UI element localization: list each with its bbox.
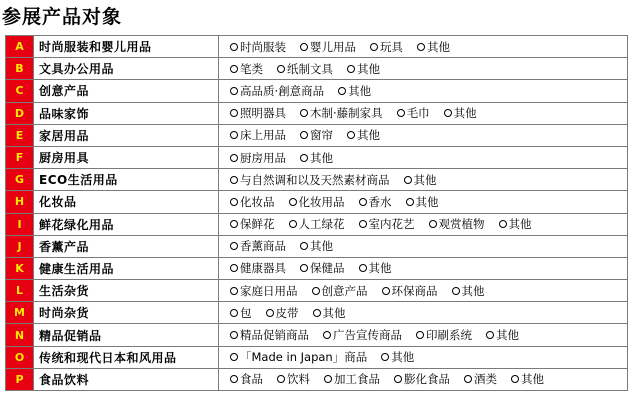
option-item [394, 371, 450, 387]
circle-icon [397, 109, 405, 117]
option-item [230, 305, 252, 321]
circle-icon [300, 242, 308, 250]
option-item [486, 327, 519, 343]
option-item [230, 283, 298, 299]
circle-icon [444, 109, 452, 117]
option-label: 其他 [348, 83, 372, 98]
option-label: 化妆用品 [298, 194, 345, 209]
option-item [417, 39, 450, 55]
option-label: 印刷系统 [426, 328, 472, 343]
table-row [5, 191, 628, 213]
page-title: 参展产品对象 [2, 6, 123, 28]
option-label: 加工食品 [334, 372, 380, 387]
row-letter: F [5, 147, 34, 168]
circle-icon [277, 375, 285, 383]
option-item [230, 105, 286, 121]
option-label: 酒类 [474, 372, 497, 387]
row-options [219, 324, 628, 345]
circle-icon [359, 220, 367, 228]
table-row [5, 80, 628, 102]
row-category: 品味家饰 [34, 103, 219, 124]
option-label: 其他 [427, 39, 450, 54]
circle-icon [300, 264, 308, 272]
option-item [323, 327, 402, 343]
category-table [5, 35, 628, 391]
option-label: 观赏植物 [438, 217, 485, 232]
row-options [219, 214, 628, 235]
option-label: 时尚服装 [240, 39, 286, 54]
row-options [219, 258, 628, 279]
option-item [404, 172, 437, 188]
row-category: 家居用品 [34, 125, 219, 146]
circle-icon [230, 353, 238, 361]
circle-icon [230, 287, 238, 295]
option-label: 精品促销商品 [240, 328, 309, 343]
circle-icon [347, 65, 355, 73]
circle-icon [313, 309, 321, 317]
table-row [5, 324, 628, 346]
option-label: 化妆品 [240, 194, 275, 209]
circle-icon [417, 43, 425, 51]
circle-icon [404, 176, 412, 184]
option-item [382, 283, 438, 299]
row-options [219, 36, 628, 57]
option-item [406, 194, 439, 210]
circle-icon [394, 375, 402, 383]
option-label: 玩具 [380, 39, 403, 54]
option-label: 食品 [240, 372, 263, 387]
row-letter: J [5, 236, 34, 257]
option-label: 厨房用品 [240, 150, 286, 165]
circle-icon [511, 375, 519, 383]
option-item [230, 349, 367, 365]
table-row [5, 302, 628, 324]
table-row [5, 125, 628, 147]
option-label: 香水 [368, 194, 392, 209]
option-label: 床上用品 [240, 128, 286, 143]
circle-icon [324, 375, 332, 383]
option-item [300, 105, 383, 121]
option-item [397, 105, 430, 121]
option-item [230, 172, 390, 188]
circle-icon [230, 242, 238, 250]
option-item [338, 83, 371, 99]
option-label: 环保商品 [391, 283, 438, 298]
circle-icon [429, 220, 437, 228]
circle-icon [230, 264, 238, 272]
row-letter: P [5, 369, 34, 390]
circle-icon [300, 131, 308, 139]
circle-icon [381, 353, 389, 361]
table-row [5, 214, 628, 236]
option-label: 健康器具 [240, 261, 286, 276]
row-options [219, 103, 628, 124]
option-item [464, 371, 497, 387]
option-label: 其他 [496, 328, 519, 343]
row-category: 精品促销品 [34, 324, 219, 345]
option-label: 广告宣传商品 [333, 328, 402, 343]
circle-icon [230, 176, 238, 184]
option-item [300, 150, 333, 166]
circle-icon [230, 43, 238, 51]
option-label: 香薰商品 [240, 239, 286, 254]
option-item [359, 194, 392, 210]
circle-icon [300, 154, 308, 162]
option-item [230, 238, 286, 254]
row-letter: A [5, 36, 34, 57]
option-item [277, 61, 333, 77]
option-item [266, 305, 299, 321]
circle-icon [370, 43, 378, 51]
circle-icon [338, 87, 346, 95]
option-label: 其他 [415, 194, 439, 209]
option-label: 其他 [391, 350, 415, 365]
option-label: 饮料 [287, 372, 310, 387]
table-row [5, 58, 628, 80]
option-item [324, 371, 380, 387]
row-category: 厨房用具 [34, 147, 219, 168]
table-row [5, 36, 628, 58]
row-options [219, 58, 628, 79]
option-item [300, 127, 333, 143]
option-item [289, 216, 345, 232]
row-category: 化妆品 [34, 191, 219, 212]
row-letter: O [5, 347, 34, 368]
option-item [230, 83, 324, 99]
row-options [219, 80, 628, 101]
option-item [230, 39, 286, 55]
option-label: 毛巾 [406, 106, 430, 121]
option-label: 窗帘 [310, 128, 333, 143]
row-letter: D [5, 103, 34, 124]
option-label: 其他 [453, 106, 477, 121]
row-letter: G [5, 169, 34, 190]
circle-icon [230, 375, 238, 383]
table-row [5, 169, 628, 191]
option-label: 保健品 [310, 261, 345, 276]
row-options [219, 236, 628, 257]
circle-icon [416, 331, 424, 339]
option-item [277, 371, 310, 387]
table-row [5, 236, 628, 258]
option-label: 「Made in Japan」商品 [240, 350, 368, 365]
option-label: 人工绿花 [298, 217, 345, 232]
circle-icon [359, 264, 367, 272]
circle-icon [230, 109, 238, 117]
option-item [230, 216, 275, 232]
row-options [219, 280, 628, 301]
table-row [5, 347, 628, 369]
row-letter: L [5, 280, 34, 301]
circle-icon [277, 65, 285, 73]
row-letter: N [5, 324, 34, 345]
circle-icon [230, 220, 238, 228]
row-options [219, 125, 628, 146]
row-category: 时尚服装和婴儿用品 [34, 36, 219, 57]
option-item [347, 61, 380, 77]
circle-icon [464, 375, 472, 383]
row-letter: C [5, 80, 34, 101]
row-category: 传统和现代日本和风用品 [34, 347, 219, 368]
option-item [300, 260, 345, 276]
option-label: 其他 [310, 150, 333, 165]
row-options [219, 302, 628, 323]
circle-icon [499, 220, 507, 228]
option-item [230, 327, 309, 343]
row-category: 生活杂货 [34, 280, 219, 301]
option-label: 其他 [310, 239, 333, 254]
option-label: 室内花艺 [368, 217, 415, 232]
row-category: 香薰产品 [34, 236, 219, 257]
row-letter: B [5, 58, 34, 79]
option-label: 其他 [368, 261, 392, 276]
table-row [5, 280, 628, 302]
circle-icon [230, 65, 238, 73]
row-category: 创意产品 [34, 80, 219, 101]
row-category: 食品饮料 [34, 369, 219, 390]
option-item [300, 39, 356, 55]
option-label: 其他 [357, 61, 380, 76]
option-label: 膨化食品 [404, 372, 450, 387]
circle-icon [230, 154, 238, 162]
option-label: 其他 [357, 128, 380, 143]
option-label: 家庭日用品 [240, 283, 298, 298]
row-letter: K [5, 258, 34, 279]
option-item [289, 194, 345, 210]
row-letter: I [5, 214, 34, 235]
option-item [499, 216, 532, 232]
option-item [230, 194, 275, 210]
circle-icon [300, 43, 308, 51]
option-label: 与自然调和以及天然素材商品 [240, 172, 390, 187]
table-row [5, 147, 628, 169]
option-item [312, 283, 368, 299]
option-item [313, 305, 346, 321]
option-label: 创意产品 [321, 283, 368, 298]
circle-icon [230, 87, 238, 95]
circle-icon [230, 331, 238, 339]
option-item [429, 216, 485, 232]
row-category: 文具办公用品 [34, 58, 219, 79]
option-label: 照明器具 [240, 106, 286, 121]
option-label: 笔类 [240, 61, 263, 76]
option-item [230, 127, 286, 143]
table-row [5, 369, 628, 391]
option-item [359, 216, 415, 232]
option-label: 保鲜花 [240, 217, 275, 232]
circle-icon [486, 331, 494, 339]
option-item [511, 371, 544, 387]
circle-icon [323, 331, 331, 339]
option-item [444, 105, 477, 121]
row-options [219, 347, 628, 368]
option-item [230, 150, 286, 166]
circle-icon [230, 131, 238, 139]
circle-icon [382, 287, 390, 295]
circle-icon [289, 220, 297, 228]
row-category: 时尚杂货 [34, 302, 219, 323]
row-category: 鲜花绿化用品 [34, 214, 219, 235]
circle-icon [406, 198, 414, 206]
row-options [219, 369, 628, 390]
circle-icon [289, 198, 297, 206]
circle-icon [300, 109, 308, 117]
option-label: 包 [240, 305, 252, 320]
option-item [230, 260, 286, 276]
option-item [347, 127, 380, 143]
option-label: 婴儿用品 [310, 39, 356, 54]
option-label: 皮带 [275, 305, 299, 320]
option-item [230, 371, 263, 387]
option-item [230, 61, 263, 77]
row-letter: M [5, 302, 34, 323]
option-item [359, 260, 392, 276]
row-category: ECO生活用品 [34, 169, 219, 190]
table-row [5, 103, 628, 125]
option-label: 其他 [521, 372, 544, 387]
circle-icon [452, 287, 460, 295]
option-label: 其他 [508, 217, 532, 232]
row-options [219, 169, 628, 190]
row-letter: E [5, 125, 34, 146]
option-item [300, 238, 333, 254]
circle-icon [230, 198, 238, 206]
circle-icon [347, 131, 355, 139]
option-label: 高品质·創意商品 [240, 83, 325, 98]
option-label: 纸制文具 [287, 61, 333, 76]
option-item [381, 349, 414, 365]
option-item [452, 283, 485, 299]
circle-icon [266, 309, 274, 317]
row-letter: H [5, 191, 34, 212]
table-row [5, 258, 628, 280]
circle-icon [312, 287, 320, 295]
option-item [416, 327, 472, 343]
circle-icon [359, 198, 367, 206]
circle-icon [230, 309, 238, 317]
row-options [219, 191, 628, 212]
option-label: 其他 [322, 305, 346, 320]
option-item [370, 39, 403, 55]
row-options [219, 147, 628, 168]
option-label: 其他 [461, 283, 485, 298]
option-label: 木制·藤制家具 [310, 106, 383, 121]
row-category: 健康生活用品 [34, 258, 219, 279]
option-label: 其他 [413, 172, 437, 187]
